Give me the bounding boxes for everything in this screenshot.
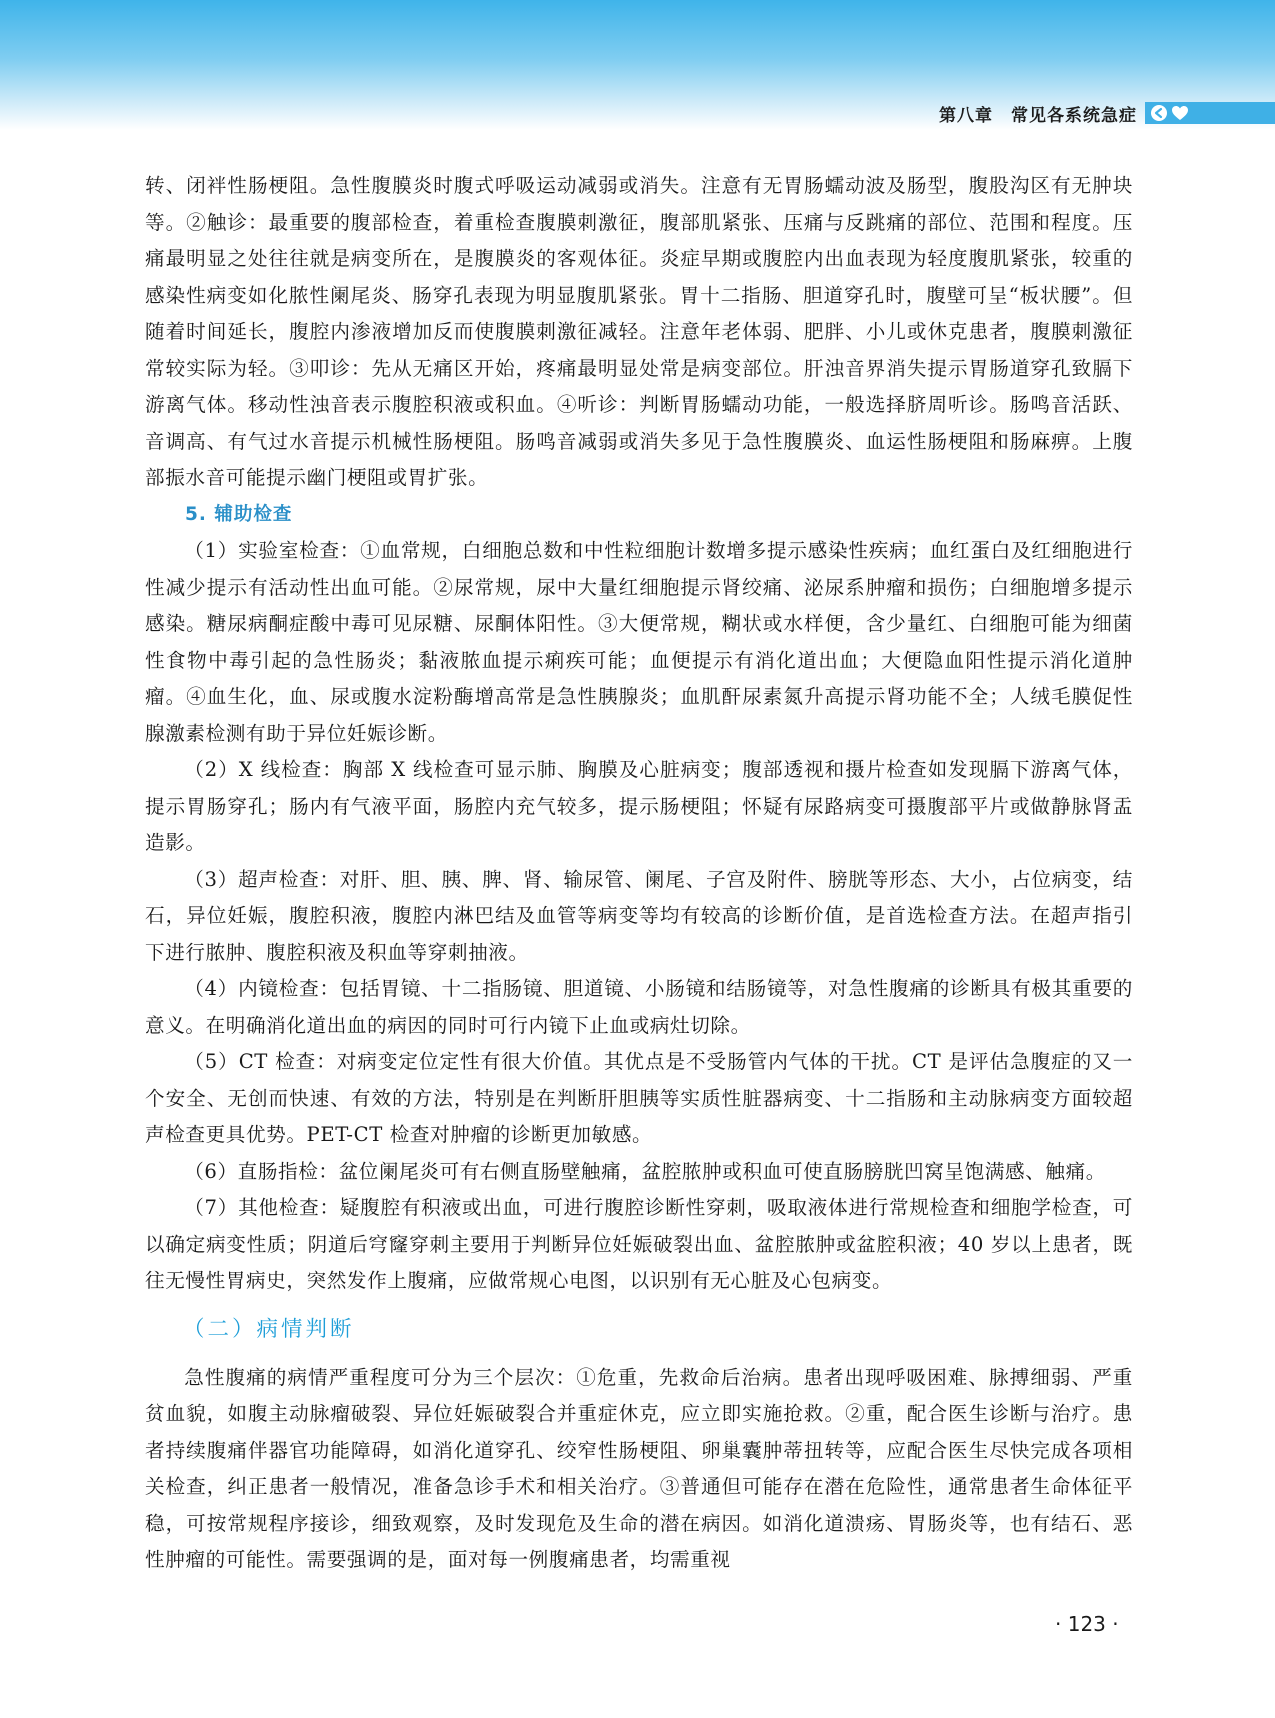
list-item-xray-exam: （2）X 线检查：胸部 X 线检查可显示肺、胸膜及心脏病变；腹部透视和摄片检查如发现膈下游离气体，提示胃肠穿孔；肠内有气液平面，肠腔内充气较多，提示肠梗阻；怀疑有尿路病变可摄腹部平片或做静脉肾盂造影。	[145, 758, 1133, 854]
heart-icon	[1171, 105, 1189, 121]
chapter-tab	[1145, 102, 1275, 124]
paragraph-physical-exam: 转、闭袢性肠梗阻。急性腹膜炎时腹式呼吸运动减弱或消失。注意有无胃肠蠕动波及肠型，腹股沟区有无肿块等。②触诊：最重要的腹部检查，着重检查腹膜刺激征，腹部肌紧张、压痛与反跳痛的部位、范围和程度。压痛最明显之处往往就是病变所在，是腹膜炎的客观体征。炎症早期或腹腔内出血表现为轻度腹肌紧张，较重的感染性病变如化脓性阑尾炎、肠穿孔表现为明显腹肌紧张。胃十二指肠、胆道穿孔时，腹壁可呈“板状腰”。但随着时间延长，腹腔内渗液增加反而使腹膜刺激征减轻。注意年老体弱、肥胖、小儿或休克患者，腹膜刺激征常较实际为轻。③叩诊：先从无痛区开始，疼痛最明显处常是病变部位。肝浊音界消失提示胃肠道穿孔致膈下游离气体。移动性浊音表示腹腔积液或积血。④听诊：判断胃肠蠕动功能，一般选择脐周听诊。肠鸣音活跃、音调高、有气过水音提示机械性肠梗阻。肠鸣音减弱或消失多见于急性腹膜炎、血运性肠梗阻和肠麻痹。上腹部振水音可能提示幽门梗阻或胃扩张。	[145, 174, 1133, 489]
arrow-circle-icon	[1151, 105, 1167, 121]
list-item-rectal-exam: （6）直肠指检：盆位阑尾炎可有右侧直肠壁触痛，盆腔脓肿或积血可使直肠膀胱凹窝呈饱满感、触痛。	[184, 1159, 1106, 1183]
list-item-ultrasound-exam: （3）超声检查：对肝、胆、胰、脾、肾、输尿管、阑尾、子宫及附件、膀胱等形态、大小，占位病变，结石，异位妊娠，腹腔积液，腹腔内淋巴结及血管等病变等均有较高的诊断价值，是首选检查方法。在超声指引下进行脓肿、腹腔积液及积血等穿刺抽液。	[145, 867, 1133, 964]
chapter-title: 第八章 常见各系统急症	[939, 105, 1137, 126]
page-number: · 123 ·	[1055, 1612, 1119, 1636]
page-content	[145, 168, 1133, 1579]
list-item-lab-exam: （1）实验室检查：①血常规，白细胞总数和中性粒细胞计数增多提示感染性疾病；血红蛋白及红细胞进行性减少提示有活动性出血可能。②尿常规，尿中大量红细胞提示肾绞痛、泌尿系肿瘤和损伤；白细胞增多提示感染。糖尿病酮症酸中毒可见尿糖、尿酮体阳性。③大便常规，糊状或水样便，含少量红、白细胞可能为细菌性食物中毒引起的急性肠炎；黏液脓血提示痢疾可能；血便提示有消化道出血；大便隐血阳性提示消化道肿瘤。④血生化，血、尿或腹水淀粉酶增高常是急性胰腺炎；血肌酐尿素氮升高提示肾功能不全；人绒毛膜促性腺激素检测有助于异位妊娠诊断。	[145, 539, 1133, 745]
list-item-other-exams: （7）其他检查：疑腹腔有积液或出血，可进行腹腔诊断性穿刺，吸取液体进行常规检查和细胞学检查，可以确定病变性质；阴道后穹窿穿刺主要用于判断异位妊娠破裂出血、盆腔脓肿或盆腔积液；40 岁以上患者，既往无慢性胃病史，突然发作上腹痛，应做常规心电图，以识别有无心脏及心包病变。	[145, 1196, 1133, 1292]
list-item-endoscopy-exam: （4）内镜检查：包括胃镜、十二指肠镜、胆道镜、小肠镜和结肠镜等，对急性腹痛的诊断具有极其重要的意义。在明确消化道出血的病因的同时可行内镜下止血或病灶切除。	[145, 977, 1133, 1037]
list-item-ct-exam: （5）CT 检查：对病变定位定性有很大价值。其优点是不受肠管内气体的干扰。CT 是评估急腹症的又一个安全、无创而快速、有效的方法，特别是在判断肝胆胰等实质性脏器病变、十二指肠和主动脉病变方面较超声检查更具优势。PET-CT 检查对肿瘤的诊断更加敏感。	[145, 1050, 1133, 1146]
section-heading-auxiliary-exams: 5. 辅助检查	[185, 503, 293, 525]
chapter-header	[939, 102, 1275, 124]
paragraph-severity-levels: 急性腹痛的病情严重程度可分为三个层次：①危重，先救命后治病。患者出现呼吸困难、脉搏细弱、严重贫血貌，如腹主动脉瘤破裂、异位妊娠破裂合并重症休克，应立即实施抢救。②重，配合医生诊断与治疗。患者持续腹痛伴器官功能障碍，如消化道穿孔、绞窄性肠梗阻、卵巢囊肿蒂扭转等，应配合医生尽快完成各项相关检查，纠正患者一般情况，准备急诊手术和相关治疗。③普通但可能存在潜在危险性，通常患者生命体征平稳，可按常规程序接诊，细致观察，及时发现危及生命的潜在病因。如消化道溃疡、胃肠炎等，也有结石、恶性肿瘤的可能性。需要强调的是，面对每一例腹痛患者，均需重视	[145, 1365, 1133, 1571]
section-heading-condition-assessment: （二）病情判断	[183, 1316, 355, 1342]
